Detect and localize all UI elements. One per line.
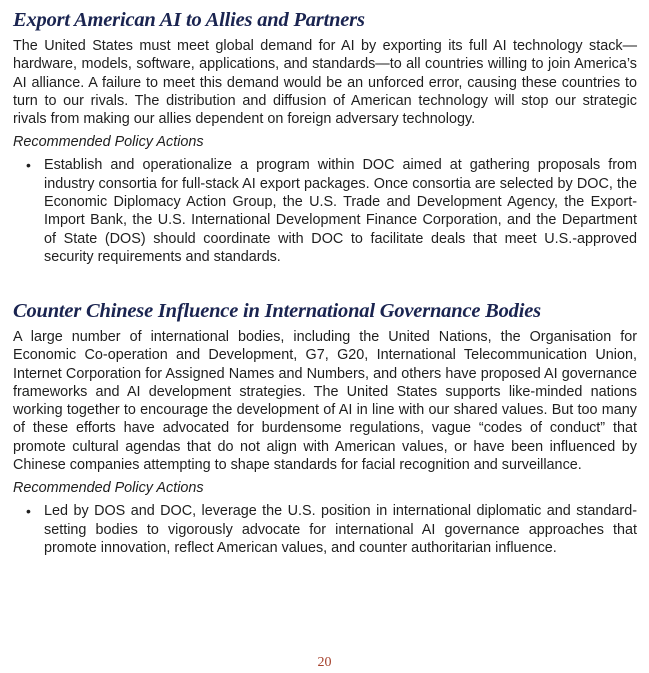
section-paragraph: A large number of international bodies, including the United Nations, the Organisation for Economic Co-operation and Development, G7, G20, International Telecommunication Union, Internet Corporation for Assigned Names and Numbers, and others have proposed AI governance frameworks and AI development strategies. The United States supports like-minded nations working together to encourage the development of AI in line with our shared values. But too many of these efforts have advocated for burdensome regulations, vague “codes of conduct” that promote cultural agendas that do not align with American values, or have been influenced by Chinese companies attempting to shape standards for facial recognition and surveillance.	[13, 329, 637, 474]
policy-action-item	[13, 502, 637, 557]
policy-action-text: Establish and operationalize a program within DOC aimed at gathering proposals from industry consortia for full-stack AI export packages. Once consortia are selected by DOC, the Economic Diplomacy Action Group, the U.S. Trade and Development Agency, the Export-Import Bank, the U.S. International Development Finance Corporation, and the Department of State (DOS) should coordinate with DOC to facilitate deals that meet U.S.-approved security requirements and standards.	[44, 157, 637, 265]
section-heading: Counter Chinese Influence in International Governance Bodies	[13, 300, 541, 322]
policy-actions-list	[13, 156, 637, 266]
section-paragraph: The United States must meet global demand for AI by exporting its full AI technology stack—hardware, models, software, applications, and standards—to all countries willing to join America’s AI alliance. A failure to meet this demand would be an unforced error, causing these countries to turn to our rivals. The distribution and diffusion of American technology will stop our strategic rivals from making our allies dependent on foreign adversary technology.	[13, 38, 637, 128]
bullet-icon: •	[26, 157, 31, 174]
recommended-actions-label: Recommended Policy Actions	[13, 480, 204, 497]
recommended-actions-label: Recommended Policy Actions	[13, 134, 204, 151]
bullet-icon: •	[26, 503, 31, 520]
section-export-ai	[13, 7, 637, 266]
policy-action-item	[13, 156, 637, 266]
section-heading: Export American AI to Allies and Partners	[13, 9, 365, 31]
policy-action-text: Led by DOS and DOC, leverage the U.S. position in international diplomatic and standard-setting bodies to vigorously advocate for international AI governance approaches that promote innovation, reflect American values, and counter authoritarian influence.	[44, 503, 637, 556]
policy-actions-list	[13, 502, 637, 557]
page-number: 20	[317, 655, 332, 670]
section-counter-chinese-influence	[13, 298, 637, 557]
